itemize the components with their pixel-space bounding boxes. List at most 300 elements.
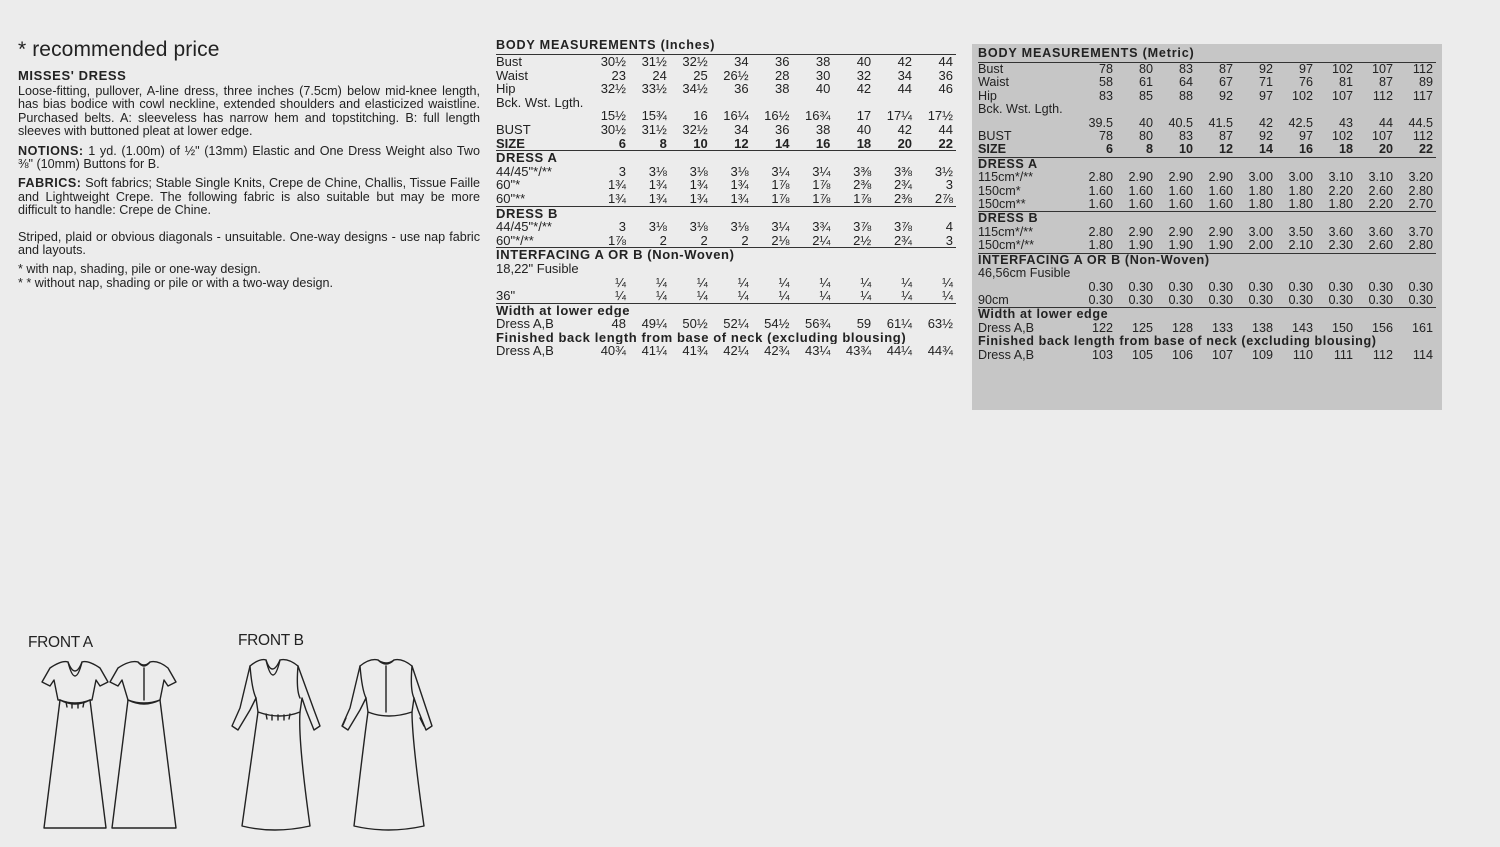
cell: 117 xyxy=(1412,89,1433,103)
cell: 102 xyxy=(1331,130,1353,144)
cell: 133 xyxy=(1211,321,1233,335)
cell: 3.20 xyxy=(1408,171,1433,185)
notions-label: NOTIONS: xyxy=(18,143,84,158)
cell: 0.30 xyxy=(1368,293,1393,307)
cell: 1.80 xyxy=(1088,239,1113,253)
metric-bck-label-row xyxy=(978,103,1436,116)
inch-dress-a-row xyxy=(496,192,956,206)
dress-b-back-drawing xyxy=(342,660,432,830)
metric-width-row xyxy=(978,322,1436,335)
cell: ¼ xyxy=(778,275,790,290)
cell: 52¼ xyxy=(723,317,749,331)
cell: 3¼ xyxy=(812,164,831,179)
notions-text: 1 yd. (1.00m) of ½" (13mm) Elastic and One Dress Weight also Two ⅜" (10mm) Buttons for B. xyxy=(18,143,480,172)
cell: 16 xyxy=(693,109,708,123)
cell: 38 xyxy=(815,122,831,137)
cell: 1¾ xyxy=(689,178,708,192)
row-label: 44/45"*/** xyxy=(496,164,552,179)
cell: 2.80 xyxy=(1088,171,1113,185)
cell: 2¾ xyxy=(893,178,913,192)
cell: 3⅛ xyxy=(730,164,749,179)
metric-90cm-row xyxy=(978,294,1436,308)
cell: 1¾ xyxy=(648,178,667,192)
cell: 2.80 xyxy=(1408,239,1433,253)
cell: 1.60 xyxy=(1128,198,1153,212)
cell: 114 xyxy=(1412,348,1433,362)
cell: 0.30 xyxy=(1328,293,1353,307)
cell: 30½ xyxy=(600,54,627,69)
row-label: 60"*/** xyxy=(496,233,534,248)
cell: 1.60 xyxy=(1208,184,1233,198)
section-heading: DRESS A xyxy=(496,150,558,165)
metric-dress-b-row xyxy=(978,239,1436,253)
inch-interfacing-heading xyxy=(496,248,956,262)
inch-width-row xyxy=(496,317,956,331)
cell: 54½ xyxy=(764,317,790,331)
section-heading: INTERFACING A OR B (Non-Woven) xyxy=(496,247,735,262)
cell: 0.30 xyxy=(1088,293,1113,307)
recommended-price-note: * recommended price xyxy=(18,38,220,61)
inch-fusible-row xyxy=(496,276,956,290)
inches-title: BODY MEASUREMENTS (Inches) xyxy=(496,38,716,52)
cell: 112 xyxy=(1412,62,1433,76)
row-label: Hip xyxy=(496,82,516,96)
cell: 2.90 xyxy=(1208,171,1233,185)
cell: 32 xyxy=(856,68,872,83)
metric-dress-a-heading xyxy=(978,157,1436,171)
section-heading: Finished back length from base of neck (excluding blousing) xyxy=(496,330,907,345)
cell: 3 xyxy=(945,178,953,192)
cell: 22 xyxy=(1418,143,1433,157)
cell: 61¼ xyxy=(886,317,913,331)
cell: 2 xyxy=(700,233,708,248)
cell: ¼ xyxy=(737,289,749,304)
cell: 3 xyxy=(618,220,627,234)
cell: 40 xyxy=(856,122,872,137)
cell: 2¾ xyxy=(893,233,913,248)
inch-dress-a-row xyxy=(496,165,956,179)
cell: 32½ xyxy=(600,82,627,96)
cell: 1¾ xyxy=(648,191,667,206)
cell: 38 xyxy=(774,82,790,96)
cell: 58 xyxy=(1098,76,1113,90)
cell: 107 xyxy=(1371,130,1393,144)
cell: 2.00 xyxy=(1248,239,1273,253)
row-label: 36" xyxy=(496,289,516,304)
cell: 1.60 xyxy=(1088,184,1113,198)
cell: 24 xyxy=(652,68,667,83)
cell: 20 xyxy=(1378,143,1393,157)
cell: 43¾ xyxy=(845,344,872,359)
row-label: BUST xyxy=(978,130,1012,144)
dress-b-front-drawing xyxy=(232,660,320,830)
cell: 0.30 xyxy=(1288,293,1313,307)
cell: 89 xyxy=(1418,76,1433,90)
row-label: Bck. Wst. Lgth. xyxy=(496,95,584,110)
cell: 88 xyxy=(1178,89,1193,103)
cell: 110 xyxy=(1292,348,1313,362)
cell: 34½ xyxy=(682,82,708,96)
cell: 42 xyxy=(897,54,913,69)
cell: 36 xyxy=(774,54,790,69)
cell: 40 xyxy=(1138,116,1153,130)
section-heading: Width at lower edge xyxy=(496,303,631,318)
cell: 18 xyxy=(1338,143,1353,157)
cell: 3.50 xyxy=(1288,225,1313,239)
cell: 3 xyxy=(945,233,953,248)
cell: ¼ xyxy=(737,275,749,290)
cell: 40 xyxy=(815,82,831,96)
cell: 2⅛ xyxy=(771,233,790,248)
cell: 3⅜ xyxy=(893,164,913,179)
cell: 1⅞ xyxy=(812,178,831,192)
metric-bust-size-row xyxy=(978,130,1436,143)
cell: 14 xyxy=(774,136,790,151)
cell: 33½ xyxy=(641,82,667,96)
cell: 83 xyxy=(1098,89,1113,103)
inch-size-row xyxy=(496,137,956,151)
cell: 1.90 xyxy=(1208,239,1233,253)
cell: 36 xyxy=(774,122,790,137)
cell: 2.60 xyxy=(1368,184,1393,198)
cell: 56¾ xyxy=(805,317,831,331)
row-label: Bck. Wst. Lgth. xyxy=(978,103,1063,117)
row-label: 150cm*/** xyxy=(978,239,1035,253)
cell: 36 xyxy=(938,68,953,83)
cell: 2⅜ xyxy=(853,178,872,192)
cell: 32½ xyxy=(682,122,708,137)
cell: 44 xyxy=(938,54,953,69)
section-heading: INTERFACING A OR B (Non-Woven) xyxy=(978,253,1210,267)
inch-bck-row xyxy=(496,109,956,123)
cell: 2.90 xyxy=(1208,225,1233,239)
cell: 15½ xyxy=(600,109,627,123)
metric-hip-row xyxy=(978,90,1436,103)
cell: 102 xyxy=(1291,89,1313,103)
inch-waist-row xyxy=(496,69,956,83)
inch-width-heading xyxy=(496,303,956,317)
section-heading: Width at lower edge xyxy=(978,307,1109,322)
row-label: SIZE xyxy=(978,143,1006,157)
front-b-label: FRONT B xyxy=(238,632,304,649)
cell: 122 xyxy=(1091,321,1113,335)
cell: ¼ xyxy=(860,275,872,290)
metric-size-row xyxy=(978,143,1436,157)
dress-a-back-drawing xyxy=(110,662,176,828)
row-label: 115cm*/** xyxy=(978,225,1034,239)
cell: ¼ xyxy=(656,275,667,290)
cell: 83 xyxy=(1178,62,1193,76)
cell: 40.5 xyxy=(1168,116,1193,130)
cell: 42¼ xyxy=(723,344,749,359)
cell: 31½ xyxy=(641,54,667,69)
cell: ¼ xyxy=(615,289,627,304)
row-label: 150cm* xyxy=(978,184,1021,198)
cell: 3⅛ xyxy=(689,220,708,234)
cell: 2.80 xyxy=(1408,184,1433,198)
inch-finished-row xyxy=(496,344,956,358)
cell: 81 xyxy=(1338,76,1353,90)
cell: 44 xyxy=(1378,116,1393,130)
cell: 41.5 xyxy=(1208,116,1233,130)
cell: 71 xyxy=(1258,76,1273,90)
dress-a-front-drawing xyxy=(42,662,108,828)
inch-36-row xyxy=(496,289,956,303)
cell: 43 xyxy=(1338,116,1353,130)
cell: 8 xyxy=(659,136,667,151)
cell: 92 xyxy=(1258,130,1273,144)
cell: 59 xyxy=(856,317,872,331)
row-label: Dress A,B xyxy=(978,348,1034,362)
cell: 2.10 xyxy=(1288,239,1313,253)
metric-title: BODY MEASUREMENTS (Metric) xyxy=(978,46,1195,60)
row-label: Hip xyxy=(978,89,997,103)
cell: 3⅜ xyxy=(853,164,872,179)
cell: 40¾ xyxy=(600,344,627,359)
metric-table xyxy=(978,62,1436,362)
cell: 3¼ xyxy=(771,164,790,179)
row-label: 90cm xyxy=(978,293,1009,307)
cell: 42 xyxy=(897,122,913,137)
cell: 92 xyxy=(1218,89,1233,103)
section-heading: DRESS B xyxy=(978,211,1039,226)
row-label: Bust xyxy=(978,62,1004,76)
cell: 43¼ xyxy=(805,344,831,359)
cell: 107 xyxy=(1211,348,1233,362)
cell: 25 xyxy=(693,68,708,83)
cell: 1⅞ xyxy=(771,191,790,206)
cell: 128 xyxy=(1171,321,1193,335)
metric-finished-heading xyxy=(978,335,1436,348)
cell: 42 xyxy=(856,82,872,96)
cell: 111 xyxy=(1333,348,1353,362)
metric-finished-row xyxy=(978,349,1436,362)
cell: 30½ xyxy=(600,122,627,137)
cell: 2½ xyxy=(853,233,872,248)
cell: 30 xyxy=(815,68,831,83)
inch-dress-b-row xyxy=(496,220,956,234)
cell: 26½ xyxy=(723,68,749,83)
inch-bust-size-row xyxy=(496,123,956,137)
cell: 2 xyxy=(659,233,667,248)
cell: 138 xyxy=(1251,321,1273,335)
cell: 1.60 xyxy=(1168,184,1193,198)
cell: 112 xyxy=(1372,89,1393,103)
cell: 36 xyxy=(734,82,749,96)
cell: 3.10 xyxy=(1368,171,1393,185)
cell: 44¾ xyxy=(927,344,953,359)
metric-bust-row xyxy=(978,63,1436,77)
cell: 2⅜ xyxy=(893,191,913,206)
cell: 14 xyxy=(1258,143,1273,157)
cell: 3.00 xyxy=(1288,171,1313,185)
cell: 3 xyxy=(618,164,627,179)
inch-fusible-label-row xyxy=(496,262,956,276)
cell: ¼ xyxy=(819,275,831,290)
cell: ¼ xyxy=(615,275,627,290)
cell: 64 xyxy=(1178,76,1193,90)
cell: 97 xyxy=(1298,130,1313,144)
without-nap-note: * * without nap, shading or pile or with a two-way design. xyxy=(18,275,334,290)
row-label: 150cm** xyxy=(978,198,1026,212)
cell: 1.60 xyxy=(1208,198,1233,212)
cell: 3.60 xyxy=(1368,225,1393,239)
cell: 0.30 xyxy=(1288,280,1313,294)
cell: 80 xyxy=(1138,130,1153,144)
cell: 67 xyxy=(1218,76,1233,90)
cell: 2.20 xyxy=(1328,184,1353,198)
cell: 15¾ xyxy=(641,109,667,123)
cell: 61 xyxy=(1138,76,1153,90)
cell: 17 xyxy=(856,109,872,123)
cell: 106 xyxy=(1171,348,1193,362)
cell: 34 xyxy=(734,122,749,137)
pattern-description xyxy=(18,38,480,290)
cell: 44 xyxy=(897,82,913,96)
cell: 112 xyxy=(1372,348,1393,362)
cell: 3½ xyxy=(934,164,953,179)
row-label: Bust xyxy=(496,54,523,69)
cell: ¼ xyxy=(901,289,913,304)
cell: 87 xyxy=(1378,76,1393,90)
metric-dress-a-row xyxy=(978,185,1436,198)
cell: 1¾ xyxy=(607,191,627,206)
cell: 0.30 xyxy=(1168,293,1193,307)
cell: ¼ xyxy=(901,275,913,290)
row-label: 44/45"*/** xyxy=(496,220,552,234)
inches-table xyxy=(496,54,956,358)
cell: 17¼ xyxy=(886,109,913,123)
cell: 3.70 xyxy=(1408,225,1433,239)
cell: 41¼ xyxy=(641,344,667,359)
cell: 50½ xyxy=(682,317,708,331)
cell: 1.60 xyxy=(1128,184,1153,198)
cell: 3.00 xyxy=(1248,225,1273,239)
cell: 156 xyxy=(1371,321,1393,335)
cell: ¼ xyxy=(778,289,790,304)
row-label: 46,56cm Fusible xyxy=(978,267,1071,281)
fabrics-paragraph xyxy=(18,177,480,217)
section-heading: DRESS B xyxy=(496,206,558,221)
cell: 31½ xyxy=(641,122,667,137)
cell: 0.30 xyxy=(1328,280,1353,294)
row-label: 115cm*/** xyxy=(978,171,1034,185)
cell: 12 xyxy=(1218,143,1233,157)
cell: 83 xyxy=(1178,130,1193,144)
row-label: Dress A,B xyxy=(496,317,554,331)
cell: 42.5 xyxy=(1288,116,1313,130)
cell: 12 xyxy=(734,136,749,151)
cell: 2.60 xyxy=(1368,239,1393,253)
cell: 103 xyxy=(1091,348,1113,362)
cell: 1⅞ xyxy=(771,178,790,192)
cell: 150 xyxy=(1331,321,1353,335)
fabrics-label: FABRICS: xyxy=(18,176,82,191)
inch-dress-b-heading xyxy=(496,206,956,220)
cell: 1.80 xyxy=(1328,198,1353,212)
metric-dress-b-heading xyxy=(978,212,1436,226)
cell: 2.90 xyxy=(1168,171,1193,185)
cell: 0.30 xyxy=(1128,280,1153,294)
cell: 107 xyxy=(1371,62,1393,76)
cell: 0.30 xyxy=(1208,293,1233,307)
section-heading: DRESS A xyxy=(978,157,1038,171)
cell: 4 xyxy=(945,220,953,234)
cell: 16 xyxy=(815,136,831,151)
cell: 32½ xyxy=(682,54,708,69)
pattern-title: MISSES' DRESS xyxy=(18,68,127,83)
cell: 3.00 xyxy=(1248,171,1273,185)
cell: 28 xyxy=(774,68,790,83)
cell: 3⅛ xyxy=(648,220,667,234)
inch-bck-label-row xyxy=(496,96,956,110)
cell: 0.30 xyxy=(1208,280,1233,294)
cell: 85 xyxy=(1138,89,1153,103)
row-label: SIZE xyxy=(496,136,525,151)
metric-width-heading xyxy=(978,308,1436,322)
cell: 2.90 xyxy=(1168,225,1193,239)
cell: 16¾ xyxy=(805,109,831,123)
front-a-sketch xyxy=(20,650,180,835)
cell: 44.5 xyxy=(1408,116,1433,130)
cell: 1.90 xyxy=(1128,239,1153,253)
cell: 6 xyxy=(1105,143,1113,157)
cell: 87 xyxy=(1218,62,1233,76)
row-label: Waist xyxy=(496,68,529,83)
cell: 44 xyxy=(938,122,953,137)
inch-finished-heading xyxy=(496,331,956,345)
cell: 0.30 xyxy=(1088,280,1113,294)
row-label: 60"* xyxy=(496,178,521,192)
cell: 38 xyxy=(815,54,831,69)
cell: 87 xyxy=(1218,130,1233,144)
cell: 105 xyxy=(1131,348,1153,362)
cell: 0.30 xyxy=(1408,293,1433,307)
cell: 80 xyxy=(1138,62,1153,76)
inches-measurement-chart xyxy=(496,38,956,358)
cell: 6 xyxy=(618,136,627,151)
cell: 161 xyxy=(1411,321,1433,335)
inch-dress-b-row xyxy=(496,234,956,248)
cell: 42 xyxy=(1258,116,1273,130)
cell: 2.90 xyxy=(1128,171,1153,185)
front-a-label: FRONT A xyxy=(28,634,93,651)
cell: 109 xyxy=(1251,348,1273,362)
cell: 1.60 xyxy=(1168,198,1193,212)
section-heading: Finished back length from base of neck (excluding blousing) xyxy=(978,335,1377,349)
inch-dress-a-heading xyxy=(496,151,956,165)
cell: 17½ xyxy=(927,109,953,123)
cell: 2.20 xyxy=(1368,198,1393,212)
metric-fusible-label-row xyxy=(978,267,1436,280)
cell: 1.80 xyxy=(1288,198,1313,212)
cell: 2 xyxy=(741,233,749,248)
cell: 143 xyxy=(1291,321,1313,335)
cell: 46 xyxy=(938,82,953,96)
cell: 63½ xyxy=(927,317,953,331)
metric-fusible-row xyxy=(978,281,1436,294)
nap-note: * with nap, shading, pile or one-way design. xyxy=(18,262,261,277)
metric-dress-a-row xyxy=(978,171,1436,184)
cell: 3⅛ xyxy=(689,164,708,179)
cell: 3¾ xyxy=(812,220,831,234)
cell: 34 xyxy=(897,68,913,83)
metric-interfacing-heading xyxy=(978,253,1436,267)
cell: 2¼ xyxy=(812,233,831,248)
cell: 97 xyxy=(1298,62,1313,76)
cell: 0.30 xyxy=(1248,280,1273,294)
cell: 0.30 xyxy=(1408,280,1433,294)
